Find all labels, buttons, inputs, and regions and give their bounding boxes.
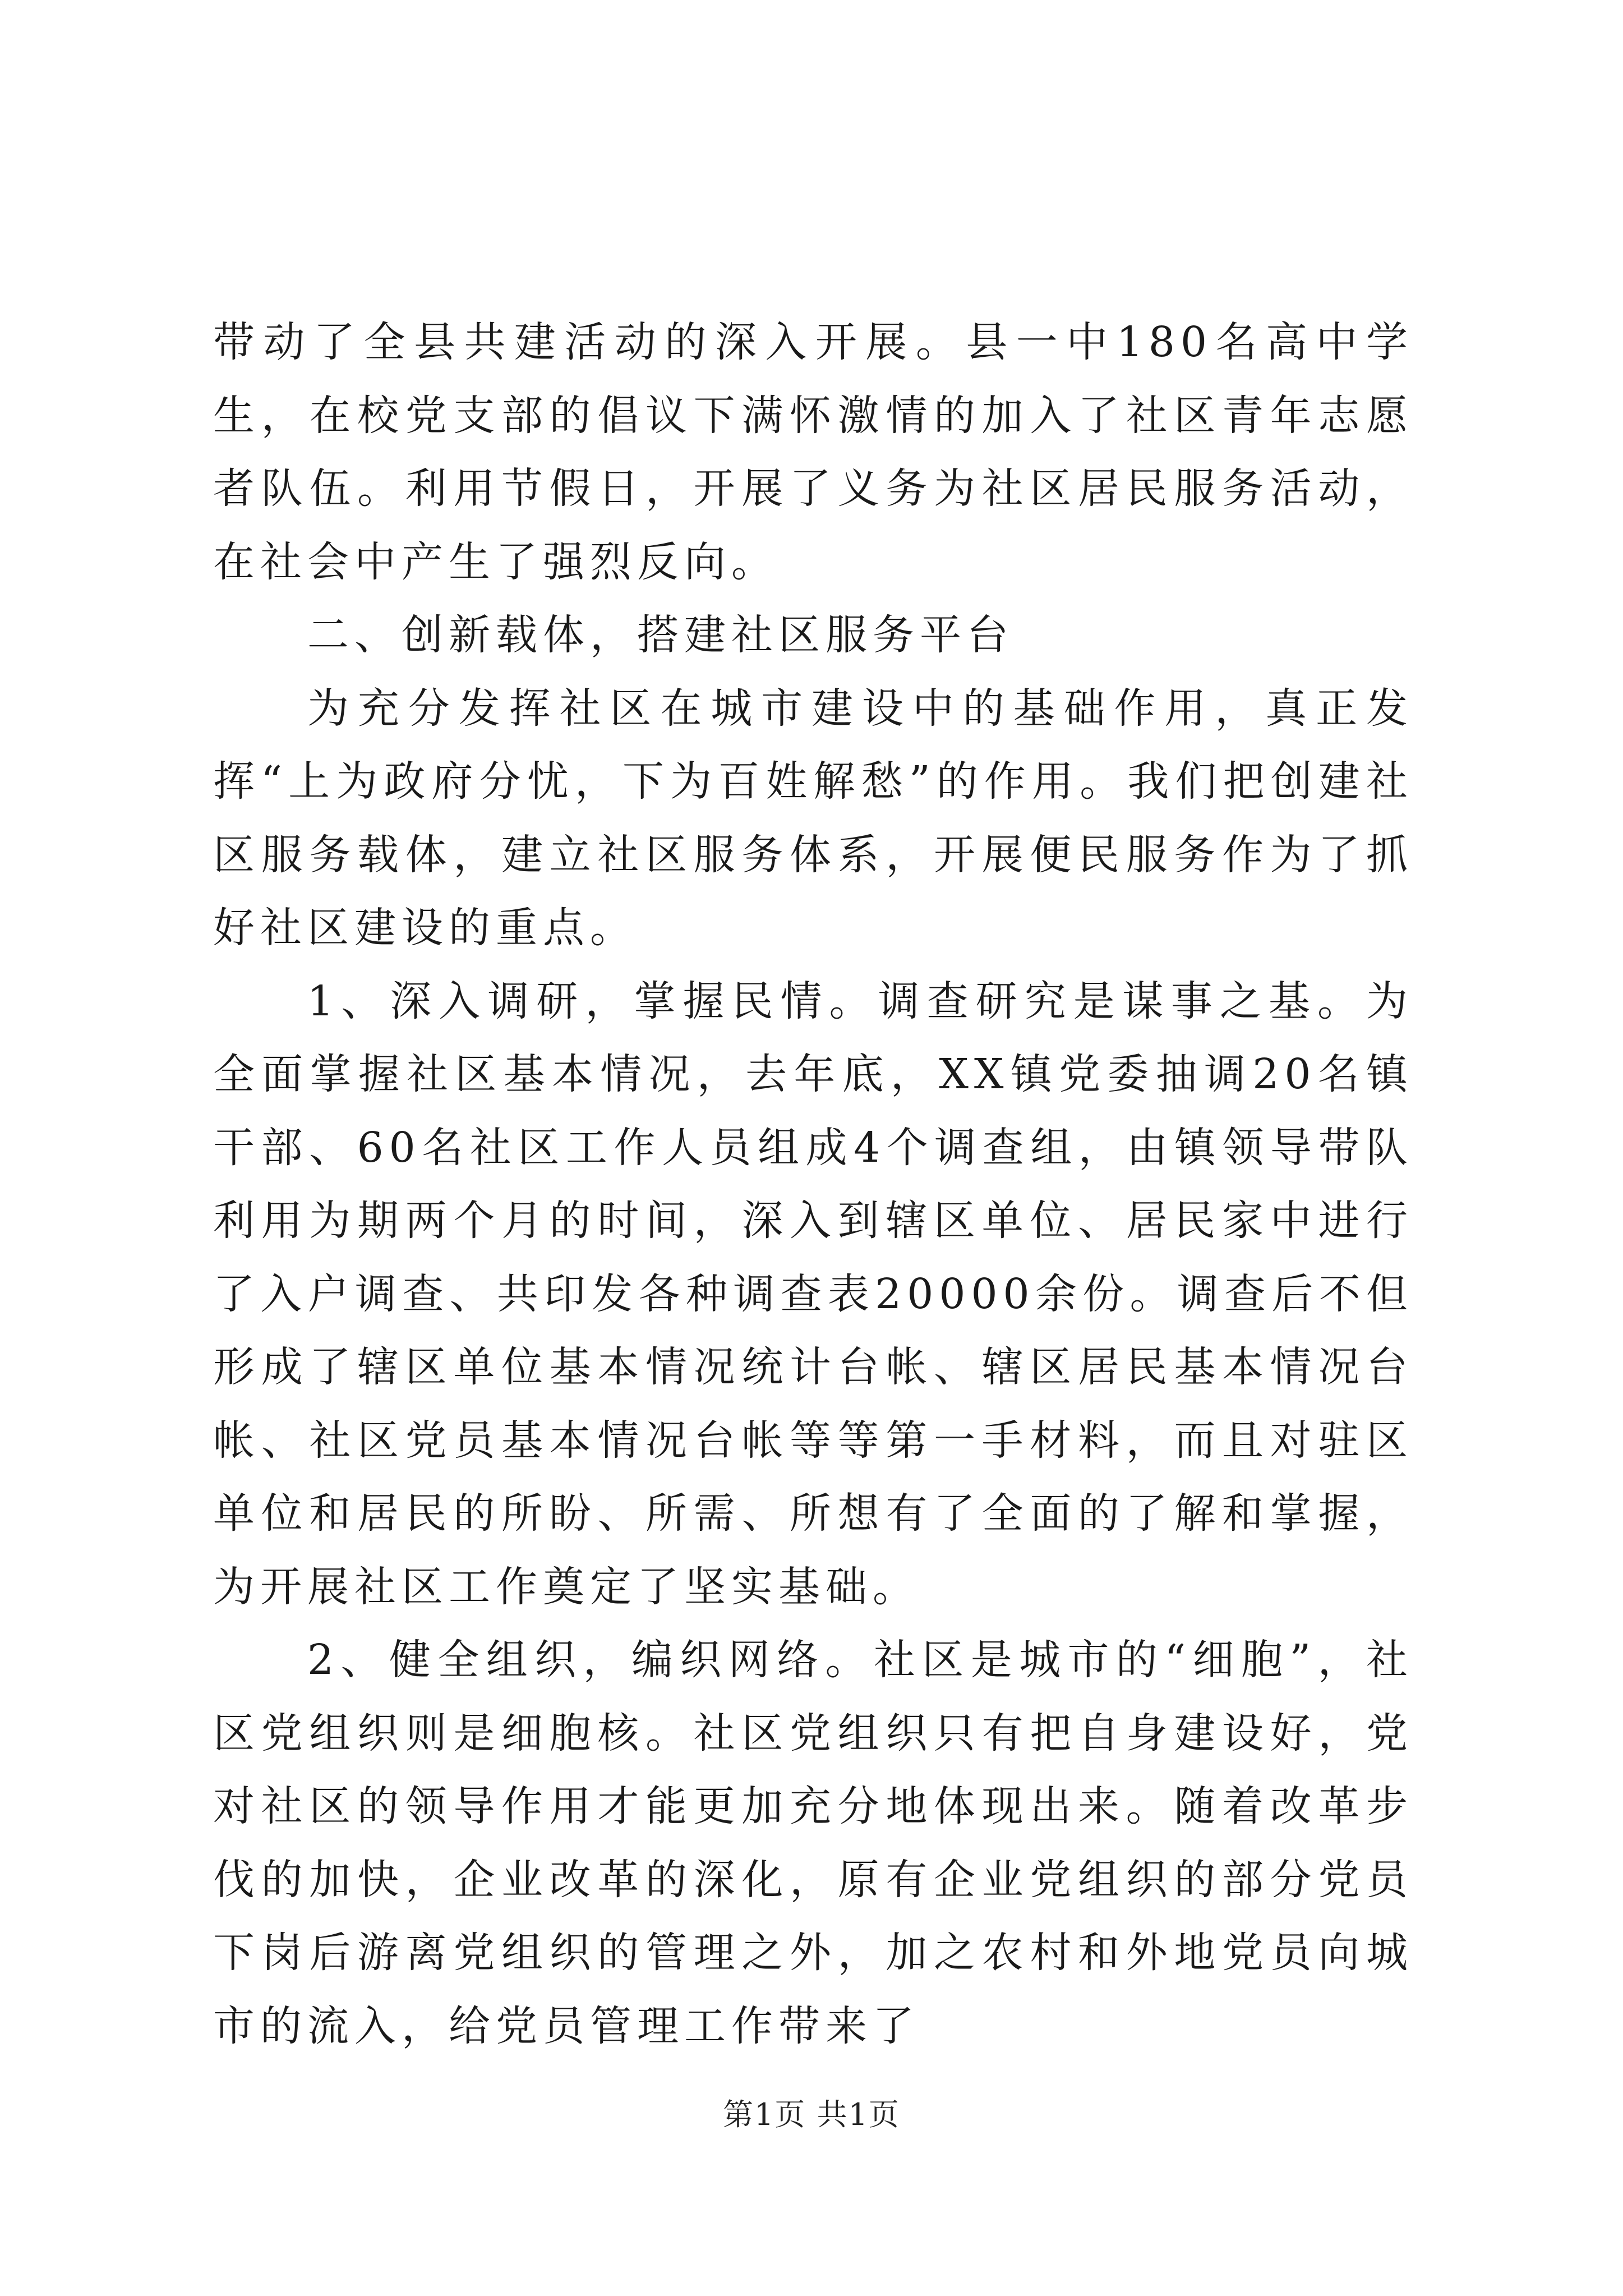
- page-footer: 第1页 共1页: [723, 2097, 900, 2132]
- paragraph-continued: 带动了全县共建活动的深入开展。县一中180名高中学生，在校党支部的倡议下满怀激情的加入了社区青年志愿者队伍。利用节假日，开展了义务为社区居民服务活动，在社会中产生了强烈反向。: [213, 318, 1413, 586]
- paragraph: 1、深入调研，掌握民情。调查研究是谋事之基。为全面掌握社区基本情况，去年底，XX镇党委抽调20名镇干部、60名社区工作人员组成4个调查组，由镇领导带队利用为期两个月的时间，深入到辖区单位、居民家中进行了入户调查、共印发各种调查表20000余份。调查后不但形成了辖区单位基本情况统计台帐、辖区居民基本情况台帐、社区党员基本情况台帐等等第一手材料，而且对驻区单位和居民的所盼、所需、所想有了全面的了解和掌握，为开展社区工作奠定了坚实基础。: [213, 977, 1413, 1611]
- document-body: [213, 306, 1413, 2063]
- section-heading: 二、创新载体，搭建社区服务平台: [307, 611, 1014, 659]
- paragraph: 2、健全组织，编织网络。社区是城市的“细胞”，社区党组织则是细胞核。社区党组织只有把自身建设好，党对社区的领导作用才能更加充分地体现出来。随着改革步伐的加快，企业改革的深化，原有企业党组织的部分党员下岗后游离党组织的管理之外，加之农村和外地党员向城市的流入，给党员管理工作带来了: [213, 1636, 1413, 2050]
- paragraph: 为充分发挥社区在城市建设中的基础作用，真正发挥“上为政府分忧，下为百姓解愁”的作用。我们把创建社区服务载体，建立社区服务体系，开展便民服务作为了抓好社区建设的重点。: [213, 684, 1413, 952]
